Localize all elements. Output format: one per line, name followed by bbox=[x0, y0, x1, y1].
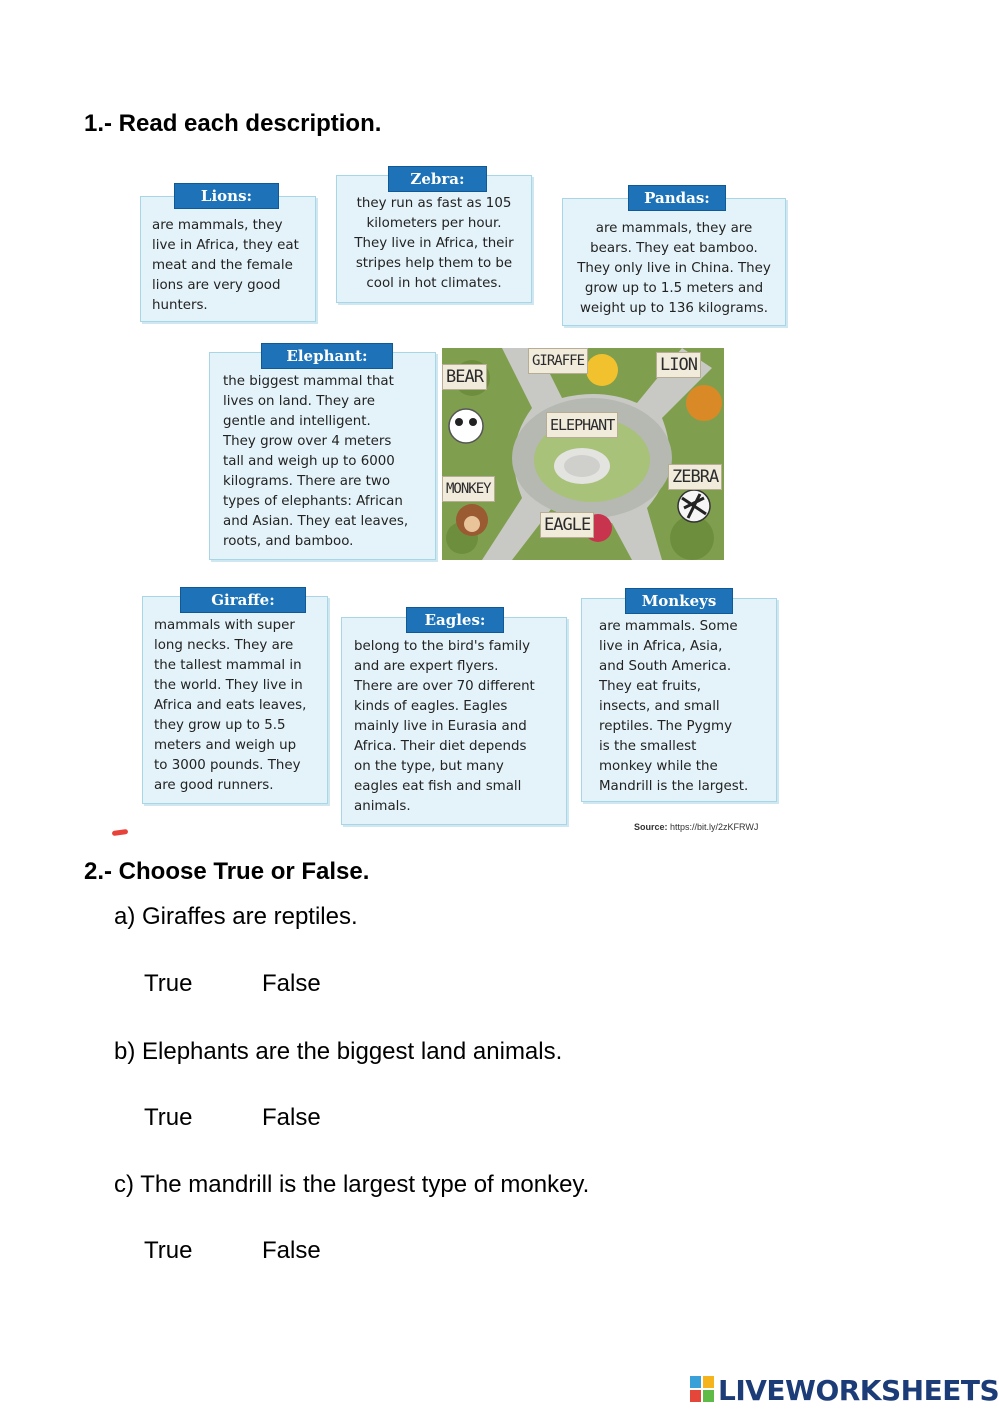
map-sign-monkey: MONKEY bbox=[442, 476, 495, 502]
source-label: Source: bbox=[634, 822, 668, 832]
map-sign-eagle: EAGLE bbox=[540, 512, 594, 538]
question-b-false-option[interactable]: False bbox=[262, 1104, 321, 1131]
card-elephant-label: Elephant: bbox=[261, 343, 393, 369]
card-pandas-label: Pandas: bbox=[628, 185, 726, 211]
card-eagles-text: belong to the bird's family and are expert flyers. There are over 70 different kinds of eagles. Eagles mainly live in Eurasia and Africa. Their diet depends on the type, but many eagles eat fish and small animals. bbox=[354, 639, 535, 814]
map-sign-zebra: ZEBRA bbox=[668, 464, 722, 490]
source-credit bbox=[634, 822, 758, 832]
liveworksheets-brand[interactable]: LIVEWORKSHEETS bbox=[718, 1374, 999, 1407]
question-b-true-option[interactable]: True bbox=[144, 1104, 193, 1131]
zoo-map-illustration bbox=[442, 348, 724, 560]
map-sign-elephant: ELEPHANT bbox=[546, 412, 618, 438]
source-url: https://bit.ly/2zKFRWJ bbox=[670, 822, 759, 832]
card-lions-label: Lions: bbox=[174, 183, 279, 209]
card-eagles-label: Eagles: bbox=[406, 607, 504, 633]
card-monkeys-label: Monkeys bbox=[625, 588, 733, 614]
card-pandas bbox=[562, 189, 786, 326]
card-zebra-label: Zebra: bbox=[388, 166, 487, 192]
liveworksheets-logo-icon bbox=[690, 1376, 714, 1402]
card-giraffe bbox=[142, 591, 328, 804]
map-sign-lion: LION bbox=[656, 352, 701, 378]
card-monkeys-text: are mammals. Some live in Africa, Asia, and South America. They eat fruits, insects, and small reptiles. The Pygmy is the smallest monkey while the Mandrill is the largest. bbox=[599, 619, 749, 794]
card-zebra bbox=[336, 170, 532, 303]
section-1-title: 1.- Read each description. bbox=[84, 110, 382, 137]
question-a-true-option[interactable]: True bbox=[144, 970, 193, 997]
question-b-text: b) Elephants are the biggest land animals. bbox=[114, 1038, 563, 1065]
card-eagles bbox=[341, 611, 567, 825]
question-c-text: c) The mandrill is the largest type of monkey. bbox=[114, 1171, 590, 1198]
card-lions bbox=[140, 187, 316, 322]
question-a-false-option[interactable]: False bbox=[262, 970, 321, 997]
card-elephant-text: the biggest mammal that lives on land. They are gentle and intelligent. They grow over 4 meters tall and weigh up to 6000 kilograms. There are two types of elephants: African and Asian. They eat leaves, roots, and bamboo. bbox=[223, 374, 409, 549]
card-giraffe-text: mammals with super long necks. They are the tallest mammal in the world. They live in Africa and eats leaves, they grow up to 5.5 meters and weigh up to 3000 pounds. They are good runners. bbox=[154, 618, 307, 793]
card-lions-text: are mammals, they live in Africa, they eat meat and the female lions are very good hunters. bbox=[152, 218, 299, 313]
card-monkeys bbox=[581, 592, 777, 802]
question-c-true-option[interactable]: True bbox=[144, 1237, 193, 1264]
question-c-false-option[interactable]: False bbox=[262, 1237, 321, 1264]
card-elephant bbox=[209, 347, 436, 560]
map-sign-bear: BEAR bbox=[442, 364, 487, 390]
card-zebra-text: they run as fast as 105 kilometers per hour. They live in Africa, their stripes help them to be cool in hot climates. bbox=[354, 196, 514, 291]
card-giraffe-label: Giraffe: bbox=[180, 587, 306, 613]
red-mark bbox=[112, 829, 129, 836]
map-sign-giraffe: GIRAFFE bbox=[528, 348, 588, 374]
section-2-title: 2.- Choose True or False. bbox=[84, 858, 370, 885]
question-a-text: a) Giraffes are reptiles. bbox=[114, 903, 358, 930]
card-pandas-text: are mammals, they are bears. They eat bamboo. They only live in China. They grow up to 1.5 meters and weight up to 136 kilograms. bbox=[577, 221, 771, 316]
